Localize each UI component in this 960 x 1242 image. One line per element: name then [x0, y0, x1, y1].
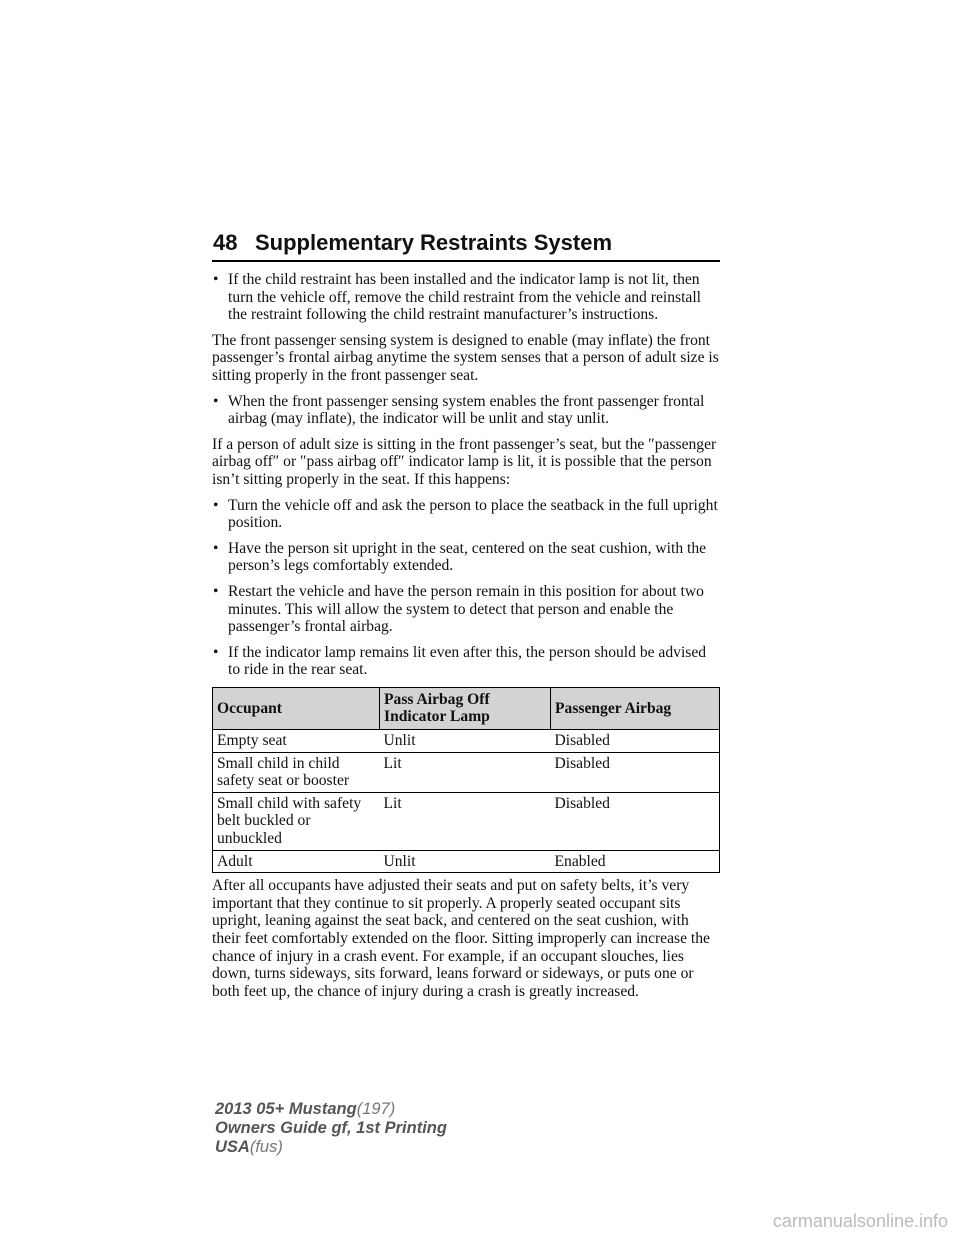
table-row [213, 850, 720, 873]
bullet-text: If the indicator lamp remains lit even after this, the person should be advised to ride in the rear seat. [228, 643, 707, 679]
list-item [212, 497, 720, 532]
column-header-occupant: Occupant [213, 687, 380, 729]
list-item [212, 271, 720, 324]
footer-line [215, 1138, 447, 1157]
bullet-icon: • [213, 643, 219, 661]
cell-occupant: Adult [213, 850, 380, 873]
footer-printing: Owners Guide gf, 1st Printing [215, 1119, 447, 1137]
section-title: Supplementary Restraints System [255, 230, 613, 255]
bullet-text: If the child restraint has been installed and the indicator lamp is not lit, then turn the vehicle off, remove the child restraint from the vehicle and reinstall the restraint following the child restraint manufacturer’s instructions. [228, 271, 701, 324]
cell-lamp: Lit [380, 752, 551, 792]
bullet-text: When the front passenger sensing system enables the front passenger frontal airbag (may inflate), the indicator will be unlit and stay unlit. [228, 392, 705, 428]
bullet-text: Have the person sit upright in the seat, centered on the seat cushion, with the person’s legs comfortably extended. [228, 539, 707, 575]
header-line: Pass Airbag Off [384, 690, 490, 708]
paragraph: After all occupants have adjusted their seats and put on safety belts, it’s very important that they continue to sit properly. A properly seated occupant sits upright, leaning against the seat back, and centered on the seat cushion, with their feet comfortably extended on the floor. Sitting improperly can increase the chance of injury in a crash event. For example, if an occupant slouches, lies down, turns sideways, sits forward, leans forward or sideways, or puts one or both feet up, the chance of injury during a crash is greatly increased. [212, 877, 710, 1000]
bullet-text: Turn the vehicle off and ask the person to place the seatback in the full upright position. [228, 496, 718, 532]
table-header-row [213, 687, 720, 729]
cell-occupant: Small child with safety belt buckled or unbuckled [213, 792, 380, 850]
page-content [212, 271, 720, 1008]
column-header-indicator-lamp [380, 687, 551, 729]
cell-airbag: Disabled [551, 792, 720, 850]
list-item [212, 583, 720, 636]
print-footer [215, 1100, 447, 1157]
list-item [212, 393, 720, 428]
footer-line [215, 1119, 447, 1138]
page-header [212, 230, 720, 262]
cell-lamp: Unlit [380, 730, 551, 753]
table-row [213, 730, 720, 753]
cell-lamp: Unlit [380, 850, 551, 873]
cell-occupant: Small child in child safety seat or booster [213, 752, 380, 792]
column-header-passenger-airbag: Passenger Airbag [551, 687, 720, 729]
footer-model: 2013 05+ Mustang [215, 1100, 357, 1118]
bullet-icon: • [213, 271, 219, 288]
paragraph: The front passenger sensing system is designed to enable (may inflate) the front passenger’s frontal airbag anytime the system senses that a person of adult size is sitting properly in the front passenger seat. [212, 331, 719, 384]
cell-lamp: Lit [380, 792, 551, 850]
bullet-text: Restart the vehicle and have the person remain in this position for about two minutes. This will allow the system to detect that person and enable the passenger’s frontal airbag. [228, 582, 704, 636]
footer-model-code: (197) [356, 1100, 396, 1118]
table-row [213, 752, 720, 792]
bullet-icon: • [213, 496, 219, 514]
header-line: Indicator Lamp [384, 708, 490, 726]
cell-airbag: Disabled [551, 752, 720, 792]
cell-airbag: Disabled [551, 730, 720, 753]
cell-occupant: Empty seat [213, 730, 380, 753]
watermark: carmanualsonline.info [772, 1211, 948, 1231]
page-number: 48 [213, 230, 238, 255]
footer-market: USA [215, 1138, 250, 1156]
table-row [213, 792, 720, 850]
bullet-icon: • [213, 582, 219, 600]
bullet-icon: • [213, 392, 219, 410]
list-item [212, 644, 720, 679]
list-item [212, 540, 720, 575]
footer-line [215, 1100, 447, 1119]
cell-airbag: Enabled [551, 850, 720, 873]
footer-market-code: (fus) [249, 1138, 283, 1156]
occupant-airbag-table [212, 687, 720, 873]
paragraph: If a person of adult size is sitting in the front passenger’s seat, but the ″passenger airbag off″ or ″pass airbag off″ indicator lamp is lit, it is possible that the person isn’t sitting properly in the seat. If this happens: [212, 435, 717, 488]
bullet-icon: • [213, 539, 219, 557]
